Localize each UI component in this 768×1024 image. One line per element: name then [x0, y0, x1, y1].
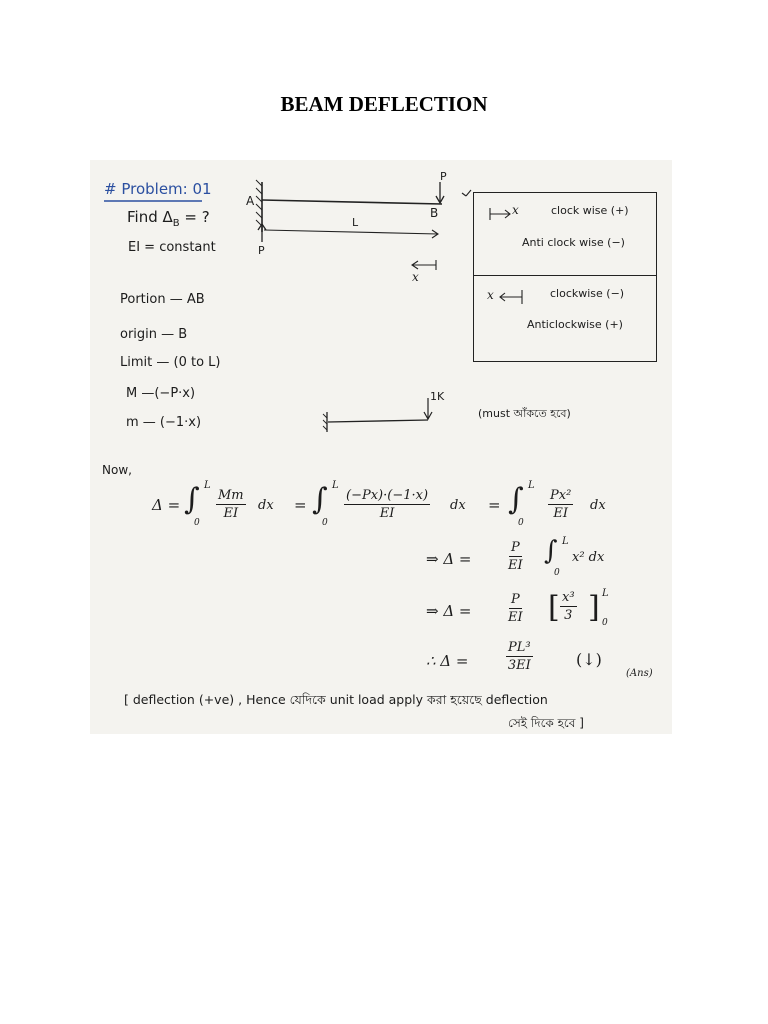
integral-sign-3: ∫: [508, 482, 524, 517]
integral-3-lower: 0: [518, 518, 524, 528]
sign-row2-anticlockwise: Anticlockwise (+): [527, 318, 623, 331]
integral-2-upper: L: [332, 480, 339, 491]
unit-load-note: (must আঁকতে হবে): [478, 407, 571, 420]
equals-1: =: [294, 496, 307, 514]
fraction-p-over-ei-1: $\frac{P}{EI}$: [508, 540, 523, 573]
reaction-label-p: P: [258, 244, 265, 257]
step2-tail: x² dx: [572, 550, 605, 565]
origin-line: origin — B: [120, 327, 188, 342]
bracket-open: [: [548, 590, 560, 625]
dx-2: dx: [450, 498, 466, 513]
portion-line: Portion — AB: [120, 292, 205, 307]
conclusion-line-2: সেই দিকে হবে ]: [508, 716, 584, 730]
integral-4-lower: 0: [554, 568, 560, 578]
find-text: Find $\Delta_B$ = ?: [127, 208, 210, 229]
integral-2-lower: 0: [322, 518, 328, 528]
moment-m-line: m — (−1·x): [126, 415, 202, 430]
integral-1-upper: L: [204, 480, 211, 491]
direction-down-arrow: (↓): [576, 650, 602, 669]
conclusion-line-1: [ deflection (+ve) , Hence যেদিকে unit load apply করা হয়েছে deflection: [124, 692, 548, 707]
unit-load-diagram: [90, 160, 672, 734]
dx-3: dx: [590, 498, 606, 513]
problem-heading: # Problem: 01: [104, 180, 212, 198]
beam-label-a: A: [246, 194, 255, 208]
bracket-close: ]: [588, 590, 600, 625]
handwritten-notes-image: [90, 160, 672, 734]
integral-sign-1: ∫: [184, 482, 200, 517]
sign-x-label-2: x: [487, 288, 494, 302]
bracket-upper-limit: L: [602, 588, 609, 599]
bracket-lower-limit: 0: [602, 618, 608, 628]
unit-load-label: 1K: [430, 390, 445, 403]
moment-M-line: M —(−P·x): [126, 386, 196, 401]
fraction-px2-over-ei: $\frac{\text{Px²}}{EI}$: [550, 488, 572, 521]
step2-lead: ⇒ Δ =: [426, 550, 472, 568]
sign-row1-anticlockwise: Anti clock wise (−): [522, 236, 625, 249]
span-label-l: L: [352, 216, 359, 229]
sign-row2-clockwise: clockwise (−): [550, 287, 625, 300]
fraction-p-over-ei-2: $\frac{P}{EI}$: [508, 592, 523, 625]
sign-x-label-1: x: [512, 203, 519, 217]
load-label-p: P: [440, 170, 447, 183]
integral-4-upper: L: [562, 536, 569, 547]
equals-2: =: [488, 496, 501, 514]
integral-sign-4: ∫: [544, 536, 558, 566]
integral-3-upper: L: [528, 480, 535, 491]
limit-line: Limit — (0 to L): [120, 355, 221, 370]
beam-label-b: B: [430, 206, 439, 220]
fraction-px-times-x-over-ei: $\frac{(-Px)\cdot(-1\cdot x)}{EI}$: [346, 488, 429, 521]
step4-lead: ∴ Δ =: [426, 652, 469, 670]
x-label: x: [412, 270, 419, 284]
sign-row1-clockwise: clock wise (+): [551, 204, 629, 217]
now-label: Now,: [102, 463, 132, 477]
step3-lead: ⇒ Δ =: [426, 602, 472, 620]
delta-lhs: Δ =: [152, 496, 181, 514]
ei-constant: EI = constant: [128, 240, 216, 255]
integral-sign-2: ∫: [312, 482, 328, 517]
answer-label: (Ans): [626, 668, 653, 679]
fraction-pl3-over-3ei: $\frac{\text{PL³}}{3EI}$: [507, 640, 531, 673]
integral-1-lower: 0: [194, 518, 200, 528]
fraction-x3-over-3: $\frac{\text{x³}}{3}$: [562, 590, 575, 623]
dx-1: dx: [258, 498, 274, 513]
fraction-mm-over-ei: $\frac{Mm}{EI}$: [218, 488, 244, 521]
page-title: BEAM DEFLECTION: [280, 92, 488, 116]
